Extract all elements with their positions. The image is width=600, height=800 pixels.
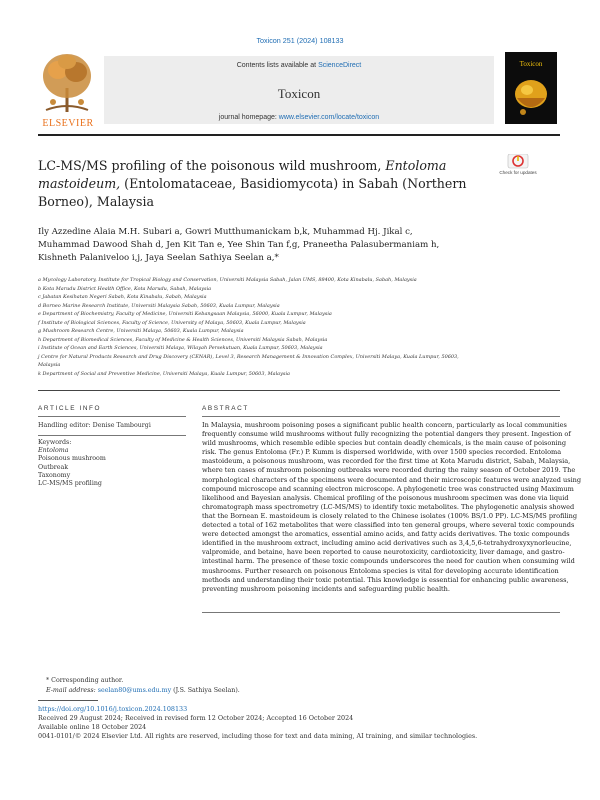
- affiliation-g: g Mushroom Research Centre, Universiti Malaya, 50603, Kuala Lumpur, Malaysia: [38, 328, 244, 334]
- affiliation-h: h Department of Biomedical Sciences, Faculty of Medicine & Health Sciences, Universiti Malaysia Sabah, Malaysia: [38, 336, 328, 343]
- publisher-name: ELSEVIER: [42, 118, 94, 129]
- copyright-notice: 0041-0101/© 2024 Elsevier Ltd. All rights are reserved, including those for text and data mining, AI training, and similar technologies.: [38, 732, 478, 740]
- abstract-line: chromatograph mass spectrometry (LC-MS/MS) to identify toxic metabolites. The phylogenetic analysis showed: [202, 502, 575, 511]
- abstract-line: valpromide, and betaine, have been reported to cause neurotoxicity, cardiotoxicity, liver damage, and gastro-: [202, 548, 565, 557]
- abstract-line: intestinal harm. The presence of these toxic compounds underscores the need for caution when consuming wild: [202, 557, 575, 566]
- author-list: [38, 226, 578, 266]
- abstract-rule: [202, 416, 560, 417]
- abstract-body: [202, 421, 582, 594]
- article-title: [38, 157, 488, 211]
- email-suffix: (J.S. Sathiya Seelan).: [171, 687, 240, 694]
- header-rule: [38, 134, 560, 136]
- abstract-line: mushrooms. Further research on poisonous Entoloma species is vital for developing accurate identification: [202, 566, 559, 575]
- affiliation-k: k Department of Social and Preventive Medicine, Universiti Malaya, Kuala Lumpur, 50603, Malaysia: [38, 370, 290, 377]
- contents-line: [104, 62, 494, 69]
- doi-link[interactable]: https://doi.org/10.1016/j.toxicon.2024.108133: [38, 705, 188, 713]
- abstract-line: compound microscope and scanning electron microscope. A phylogenetic tree was constructed using Maximum: [202, 484, 574, 493]
- abstract-line: morphological characters of the specimens were documented and their microscopic features were analyzed using: [202, 475, 582, 484]
- handling-editor: Handling editor: Denise Tambourgi: [38, 422, 151, 429]
- keywords-label: Keywords:: [38, 439, 72, 446]
- abstract-line: In Malaysia, mushroom poisoning poses a significant public health concern, particularly as local communities: [202, 421, 567, 429]
- abstract-line: methods and understanding their toxic potential. This knowledge is essential for enhancing public awareness,: [202, 575, 569, 584]
- email-link[interactable]: seelan80@ums.edu.my: [97, 687, 172, 694]
- journal-cover-image[interactable]: [505, 52, 557, 124]
- abstract-heading: ABSTRACT: [202, 405, 249, 412]
- affiliation-a: a Mycology Laboratory, Institute for Tropical Biology and Conservation, Universiti Malaysia Sabah, Jalan UMS, 88400, Kota Kinabalu, Sabah, Malaysia: [38, 277, 417, 283]
- title-line-2: [38, 175, 488, 193]
- journal-name: Toxicon: [277, 86, 321, 101]
- homepage-link[interactable]: www.elsevier.com/locate/toxicon: [278, 114, 380, 121]
- title-line-2-italic: mastoideum,: [38, 176, 121, 191]
- keyword-item: LC-MS/MS profiling: [38, 480, 102, 488]
- footnote-rule: [38, 700, 98, 701]
- abstract-line: that the Bornean E. mastoideum is closely related to the Chinese isolates (100% BS/1.0 PP). LC-MS/MS profiling: [202, 511, 578, 520]
- check-for-updates-label: Check for updates: [499, 170, 537, 175]
- keywords-rule: [38, 435, 186, 436]
- abstract-end-rule: [202, 612, 560, 613]
- keyword-item: Poisonous mushroom: [38, 455, 106, 463]
- keyword-item: Outbreak: [38, 463, 69, 471]
- author-line-2: Muhammad Dawood Shah d, Jen Kit Tan e, Yee Shin Tan f,g, Praneetha Palasubermaniam h,: [38, 240, 440, 251]
- abstract-line: preventing mushroom poisoning incidents and safeguarding public health.: [202, 584, 450, 593]
- elsevier-tree-logo: [38, 50, 96, 116]
- contents-prefix: Contents lists available at: [236, 62, 319, 69]
- abstract-line: wild mushrooms, which resemble edible species but contain deadly chemicals, is the main cause of poisoning: [202, 439, 567, 448]
- title-line-3-text: Borneo), Malaysia: [38, 194, 154, 209]
- affiliation-c: c Jabatan Kesihatan Negeri Sabah, Kota Kinabalu, Sabah, Malaysia: [38, 294, 207, 300]
- journal-homepage-line: [104, 114, 494, 121]
- sciencedirect-link[interactable]: ScienceDirect: [318, 62, 362, 69]
- abstract-line: frequently consume wild mushrooms without fully recognizing the potential dangers they present. Ingestion of: [202, 430, 571, 439]
- title-line-1: [38, 157, 488, 175]
- article-info-rule: [38, 416, 186, 417]
- affiliation-d: d Borneo Marine Research Institute, Universiti Malaysia Sabah, 50603, Kuala Lumpur, Malaysia: [38, 302, 280, 309]
- title-line-1-text: LC-MS/MS profiling of the poisonous wild mushroom,: [38, 158, 386, 173]
- title-line-3: [38, 193, 488, 211]
- abstract-line: were detected amongst the aromatics, essential amino acids, and fatty acids derivatives. The toxic compounds: [202, 530, 570, 539]
- abstract-line: mastoideum, a poisonous mushroom, was recorded for the first time at Kota Marudu district, Sabah, Malaysia,: [202, 457, 571, 466]
- title-line-2-text: (Entolomataceae, Basidiomycota) in Sabah (Northern: [120, 176, 467, 191]
- homepage-prefix: journal homepage:: [218, 114, 279, 121]
- affiliation-i: i Institute of Ocean and Earth Sciences, Universiti Malaya, Wilayah Persekutuan, Kuala Lumpur, 50603, Malaysia: [38, 345, 323, 351]
- cover-illustration: [511, 72, 551, 120]
- abstract-line: risk. The genus Entoloma (Fr.) P. Kumm is dispersed worldwide, with over 1500 species recorded. Entoloma: [202, 448, 562, 457]
- available-online: Available online 18 October 2024: [38, 723, 147, 731]
- footnotes: [38, 676, 240, 696]
- keyword-item: Entoloma: [38, 447, 69, 455]
- article-info-heading: ARTICLE INFO: [38, 405, 102, 412]
- affiliation-e: e Department of Biochemistry, Faculty of Medicine, Universiti Kebangsaan Malaysia, 56000, Kuala Lumpur, Malaysia: [38, 311, 332, 317]
- section-rule: [38, 390, 560, 391]
- abstract-line: identified in the mushroom extract, including amino acid derivatives such as 3,4,5,6-tetrahydroxyxynorleucine,: [202, 539, 572, 548]
- email-label: E-mail address:: [46, 687, 98, 694]
- author-line-1: Ily Azzedine Alaia M.H. Subari a, Gowri Mutthumanickam b,k, Muhammad Hj. Jikal c,: [38, 227, 413, 237]
- affiliation-j: j Centre for Natural Products Research and Drug Discovery (CENAR), Level 3, Research Management & Innovation Complex, Universiti Malaya, Kuala Lumpur, 50603,: [38, 353, 459, 360]
- affiliation-b: b Kota Marudu District Health Office, Kota Marudu, Sabah, Malaysia: [38, 285, 212, 292]
- affiliation-f: f Institute of Biological Sciences, Faculty of Science, University of Malaya, 50603, Kuala Lumpur, Malaysia: [38, 319, 306, 326]
- received-dates: Received 29 August 2024; Received in revised form 12 October 2024; Accepted 16 October 2024: [38, 714, 354, 722]
- journal-reference-link[interactable]: Toxicon 251 (2024) 108133: [256, 36, 344, 45]
- keyword-item: Taxonomy: [38, 471, 71, 479]
- email-line: [38, 686, 240, 696]
- corresponding-author-note: * Corresponding author.: [46, 677, 124, 684]
- cover-title: Toxicon: [519, 60, 543, 68]
- abstract-line: where ten cases of mushroom poisoning outbreaks were recorded during the rainy season of October 2019. The: [202, 466, 576, 475]
- author-line-3: Kishneth Palaniveloo i,j, Jaya Seelan Sathiya Seelan a,*: [38, 253, 279, 264]
- abstract-line: detected a total of 162 metabolites that were classified into ten general groups, where several toxic compounds: [202, 521, 575, 530]
- title-line-1-italic: Entoloma: [385, 158, 447, 173]
- keywords-list: [38, 439, 106, 488]
- affiliation-j-cont: Malaysia: [38, 362, 61, 368]
- abstract-line: likelihood and Bayesian analysis. Chemical profiling of the poisonous mushroom specimen was done via liquid: [202, 493, 569, 502]
- publication-info: [38, 705, 477, 741]
